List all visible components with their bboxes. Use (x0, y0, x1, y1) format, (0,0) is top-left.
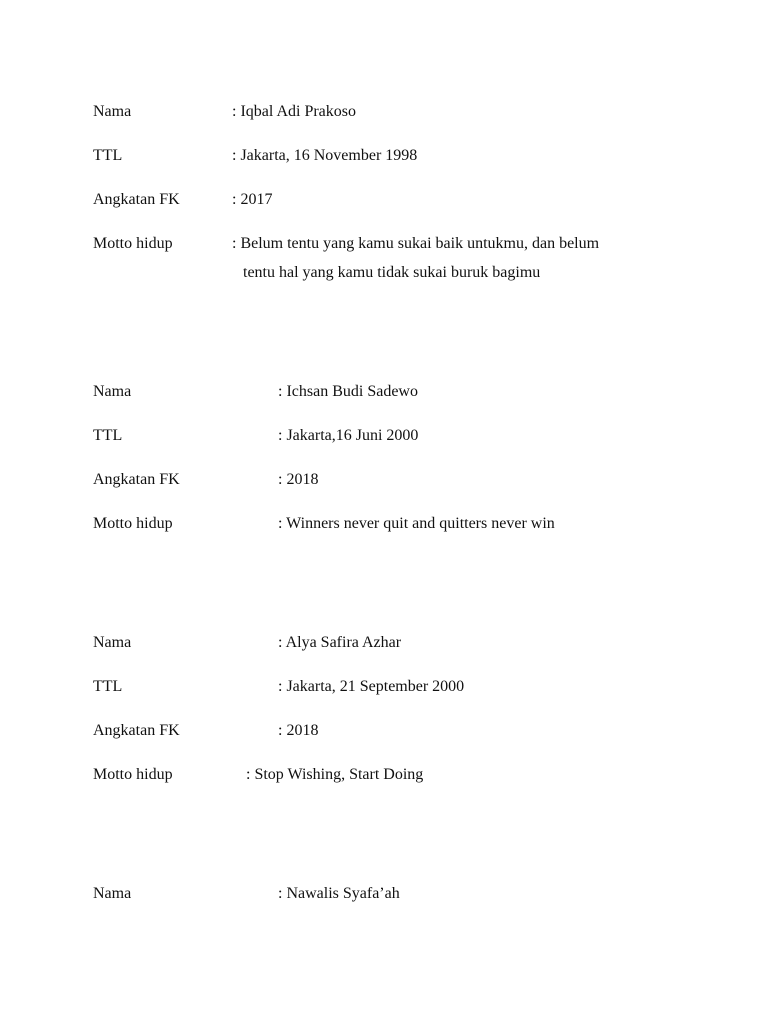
nama-label: Nama (93, 634, 132, 651)
motto-value: : Winners never quit and quitters never win (278, 515, 555, 532)
nama-value: : Alya Safira Azhar (278, 634, 402, 651)
ttl-label: TTL (93, 147, 123, 164)
nama-value: : Ichsan Budi Sadewo (278, 383, 418, 400)
ttl-value: : Jakarta,16 Juni 2000 (278, 427, 419, 444)
motto-label: Motto hidup (93, 515, 173, 532)
ttl-label: TTL (93, 427, 123, 444)
nama-label: Nama (93, 885, 132, 902)
motto-label: Motto hidup (93, 766, 173, 783)
angkatan-value: : 2018 (278, 471, 319, 488)
angkatan-value: : 2017 (232, 191, 273, 208)
angkatan-label: Angkatan FK (93, 471, 180, 488)
motto-value-continued: tentu hal yang kamu tidak sukai buruk bagimu (243, 264, 541, 281)
angkatan-value: : 2018 (278, 722, 319, 739)
nama-value: : Nawalis Syafa’ah (278, 885, 400, 902)
motto-label: Motto hidup (93, 235, 173, 252)
ttl-value: : Jakarta, 21 September 2000 (278, 678, 465, 695)
nama-label: Nama (93, 383, 132, 400)
angkatan-label: Angkatan FK (93, 191, 180, 208)
ttl-label: TTL (93, 678, 123, 695)
nama-value: : Iqbal Adi Prakoso (232, 103, 356, 120)
ttl-value: : Jakarta, 16 November 1998 (232, 147, 418, 164)
nama-label: Nama (93, 103, 132, 120)
motto-value: : Belum tentu yang kamu sukai baik untukmu, dan belum (232, 235, 600, 252)
motto-value: : Stop Wishing, Start Doing (246, 766, 424, 783)
angkatan-label: Angkatan FK (93, 722, 180, 739)
